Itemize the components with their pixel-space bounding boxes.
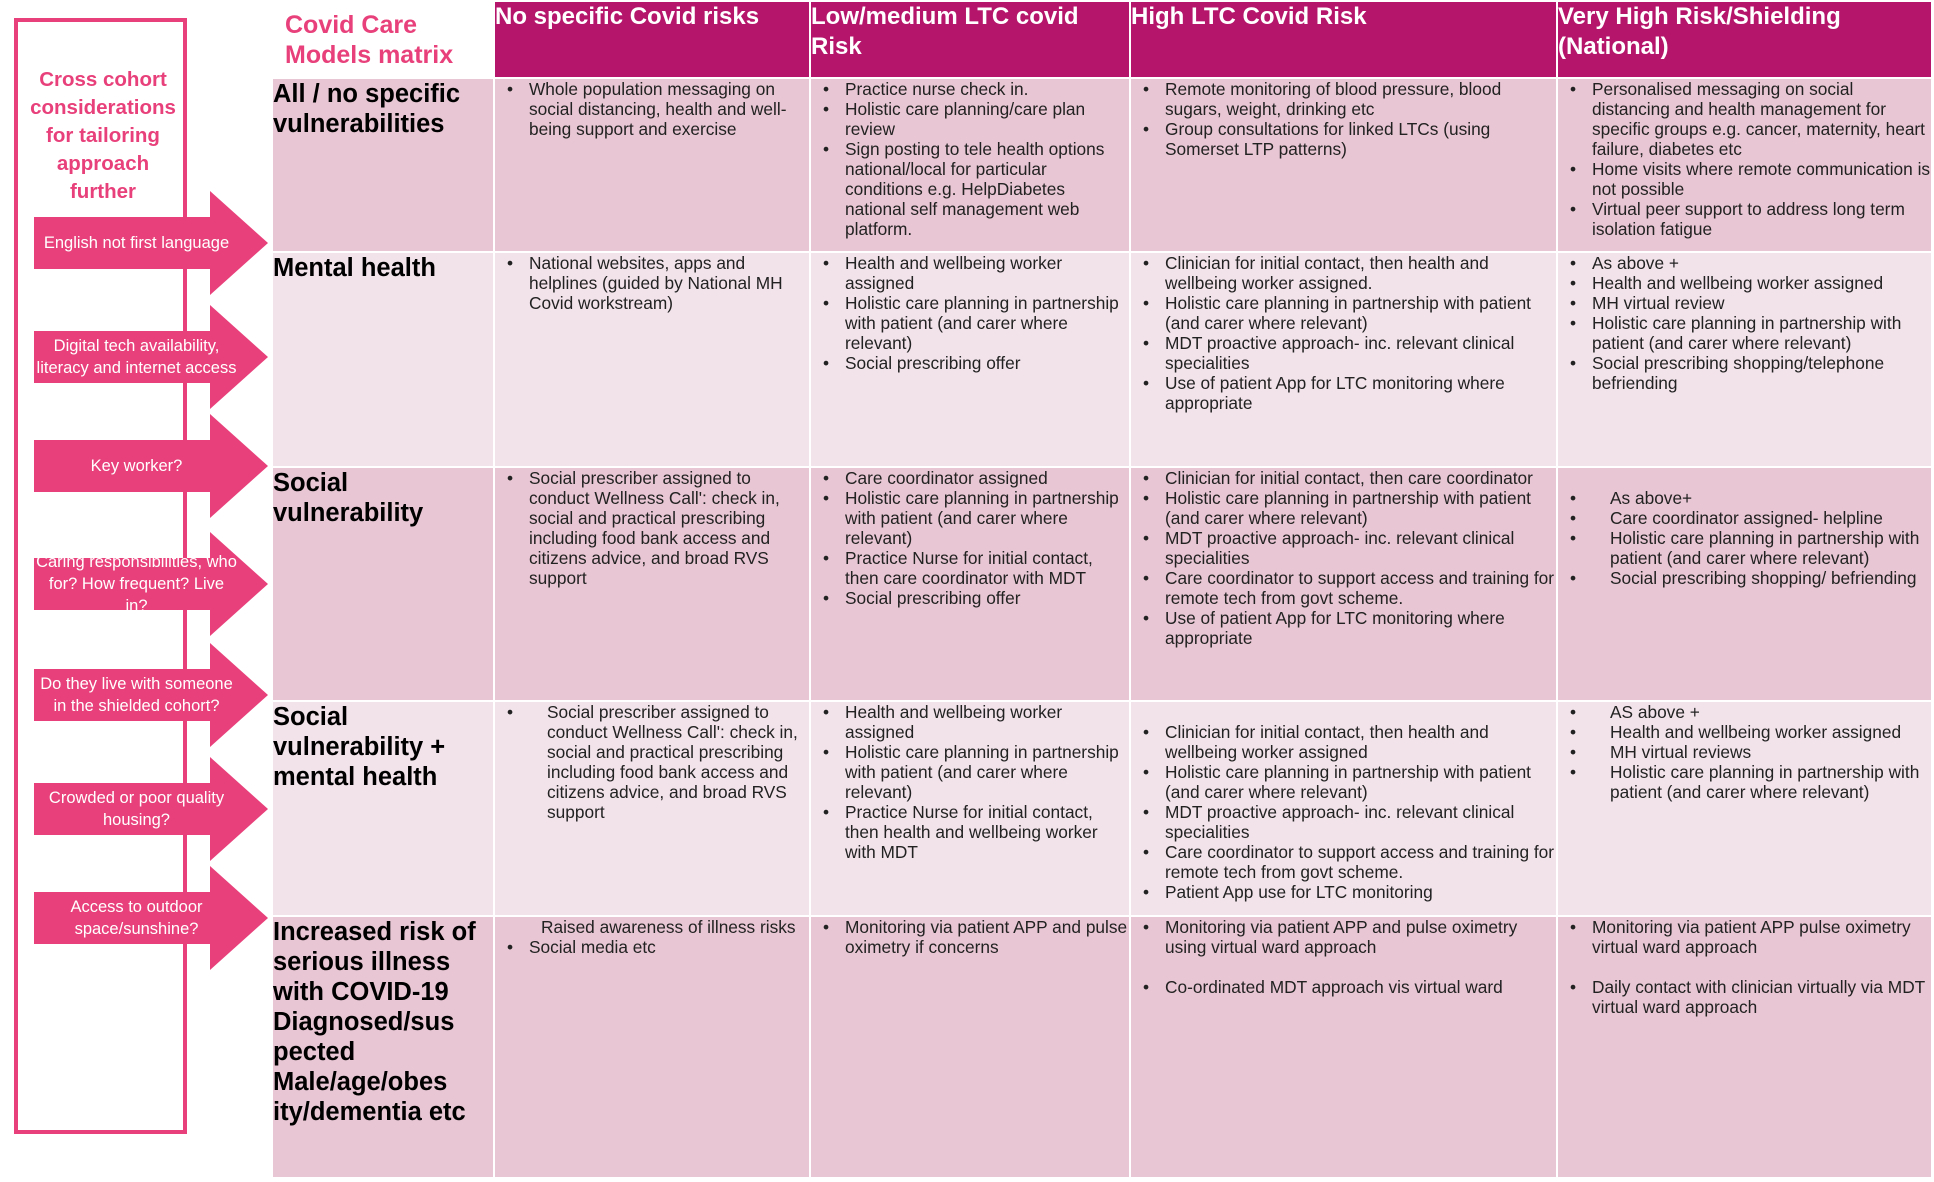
table-cell: [494, 916, 810, 1178]
list-item: • Clinician for initial contact, then care coordinator: [1131, 468, 1556, 488]
list-item: • Care coordinator to support access and training for remote tech from govt scheme.: [1131, 568, 1556, 608]
row-header-social-vulnerability: Social vulnerability: [272, 467, 494, 701]
arrow-label: Access to outdoor space/sunshine?: [70, 898, 203, 938]
arrow-housing: [34, 757, 269, 861]
list-item: • Health and wellbeing worker assigned: [811, 253, 1129, 293]
arrow-label: Digital tech availability, literacy and internet access: [36, 337, 237, 377]
list-item: • MH virtual review: [1558, 293, 1931, 313]
table-cell: [1130, 252, 1557, 467]
list-item: • Clinician for initial contact, then health and wellbeing worker assigned: [1131, 722, 1556, 762]
table-cell: [810, 916, 1130, 1178]
list-item: • Holistic care planning in partnership with patient (and carer where relevant): [811, 488, 1129, 548]
list-item: • As above +: [1558, 253, 1931, 273]
list-item: • Social prescriber assigned to conduct Wellness Call': check in, social and practical prescribing including food bank access and citizens advice, and broad RVS support: [495, 702, 809, 822]
table-cell: [810, 467, 1130, 701]
arrow-label: Do they live with someone in the shielded cohort?: [40, 675, 233, 715]
list-item: • MDT proactive approach- inc. relevant clinical specialities: [1131, 528, 1556, 568]
arrow-label: Caring responsibilities, who for? How frequent? Live in?: [36, 553, 237, 615]
table-cell: [1557, 467, 1932, 701]
table-cell: [1130, 78, 1557, 252]
table-cell: [1130, 467, 1557, 701]
list-item: • Health and wellbeing worker assigned: [1558, 722, 1931, 742]
col-header-high: High LTC Covid Risk: [1130, 1, 1557, 78]
table-cell: [494, 252, 810, 467]
table-cell: [810, 252, 1130, 467]
list-item: • Clinician for initial contact, then health and wellbeing worker assigned.: [1131, 253, 1556, 293]
list-item: • Social prescribing offer: [811, 353, 1129, 373]
list-item: • Holistic care planning in partnership with patient (and carer where relevant): [1131, 762, 1556, 802]
list-item: • Social prescribing shopping/telephone befriending: [1558, 353, 1931, 393]
col-header-very-high: Very High Risk/Shielding (National): [1557, 1, 1932, 78]
list-item: • Care coordinator assigned- helpline: [1558, 508, 1931, 528]
col-header-no-specific: No specific Covid risks: [494, 1, 810, 78]
list-item: • Holistic care planning in partnership with patient (and carer where relevant): [811, 742, 1129, 802]
cross-cohort-title: Cross cohort considerations for tailoring approach further: [30, 68, 176, 203]
list-item: • Sign posting to tele health options national/local for particular conditions e.g. HelpDiabetes national self management web platform.: [811, 139, 1129, 239]
arrow-english-language: [34, 191, 269, 295]
list-item: • Holistic care planning in partnership with patient (and carer where relevant): [1558, 528, 1931, 568]
list-item: • Holistic care planning/care plan review: [811, 99, 1129, 139]
list-item: • Patient App use for LTC monitoring: [1131, 882, 1556, 902]
list-item: • Social prescribing offer: [811, 588, 1129, 608]
row-header-increased-risk: Increased risk of serious illness with COVID-19 Diagnosed/sus pected Male/age/obes ity/dementia etc: [272, 916, 494, 1178]
list-item: • Health and wellbeing worker assigned: [1558, 273, 1931, 293]
table-cell: [494, 467, 810, 701]
list-item: • Holistic care planning in partnership with patient (and carer where relevant): [1558, 762, 1931, 802]
list-item: • Home visits where remote communication is not possible: [1558, 159, 1931, 199]
row-header-mental-health: Mental health: [272, 252, 494, 467]
list-item: • MDT proactive approach- inc. relevant clinical specialities: [1131, 333, 1556, 373]
list-item: • Remote monitoring of blood pressure, blood sugars, weight, drinking etc: [1131, 79, 1556, 119]
list-item: • Group consultations for linked LTCs (using Somerset LTP patterns): [1131, 119, 1556, 159]
list-item: • Whole population messaging on social distancing, health and well-being support and exercise: [495, 79, 809, 139]
table-row: [272, 916, 1932, 1178]
header-row: [272, 1, 1932, 78]
list-item: • Practice Nurse for initial contact, then care coordinator with MDT: [811, 548, 1129, 588]
list-item: • MDT proactive approach- inc. relevant clinical specialities: [1131, 802, 1556, 842]
table-cell: [1130, 701, 1557, 916]
list-item: • Monitoring via patient APP and pulse oximetry using virtual ward approach: [1131, 917, 1556, 957]
arrow-label: English not first language: [43, 234, 230, 252]
list-item: • Use of patient App for LTC monitoring where appropriate: [1131, 608, 1556, 648]
arrow-label: Key worker?: [90, 457, 183, 475]
list-item: • As above+: [1558, 488, 1931, 508]
list-item: • National websites, apps and helplines (guided by National MH Covid workstream): [495, 253, 809, 313]
table-cell: [494, 78, 810, 252]
arrow-outdoor-space: [34, 866, 269, 970]
row-header-all: All / no specific vulnerabilities: [272, 78, 494, 252]
table-row: [272, 78, 1932, 252]
table-cell: [1557, 916, 1932, 1178]
arrow-key-worker: [34, 414, 269, 518]
table-cell: [494, 701, 810, 916]
table-cell: [810, 78, 1130, 252]
table-row: [272, 252, 1932, 467]
list-item: • Monitoring via patient APP and pulse oximetry if concerns: [811, 917, 1129, 957]
table-row: [272, 467, 1932, 701]
list-item: • Co-ordinated MDT approach vis virtual ward: [1131, 977, 1556, 997]
arrow-shielded-cohort: [34, 643, 269, 747]
list-item: • Practice Nurse for initial contact, then health and wellbeing worker with MDT: [811, 802, 1129, 862]
arrow-label: Crowded or poor quality housing?: [48, 789, 225, 829]
list-item: • Monitoring via patient APP pulse oximetry virtual ward approach: [1558, 917, 1931, 957]
list-item: • Daily contact with clinician virtually via MDT virtual ward approach: [1558, 977, 1931, 1017]
list-item: • Social media etc: [495, 937, 809, 957]
list-item: • Holistic care planning in partnership with patient (and carer where relevant): [811, 293, 1129, 353]
list-item: • Health and wellbeing worker assigned: [811, 702, 1129, 742]
col-header-low-medium: Low/medium LTC covid Risk: [810, 1, 1130, 78]
matrix-title: Covid Care Models matrix: [285, 11, 454, 69]
table-row: [272, 701, 1932, 916]
table-cell: [1557, 252, 1932, 467]
arrow-digital-tech: [34, 305, 269, 409]
list-item: • Personalised messaging on social distancing and health management for specific groups e.g. cancer, maternity, heart failure, diabetes etc: [1558, 79, 1931, 159]
table-cell: [1557, 701, 1932, 916]
care-models-matrix: [271, 0, 1933, 1179]
table-cell: [1130, 916, 1557, 1178]
list-item: • Virtual peer support to address long term isolation fatigue: [1558, 199, 1931, 239]
list-item: • Practice nurse check in.: [811, 79, 1129, 99]
list-item: • Social prescribing shopping/ befriending: [1558, 568, 1931, 588]
list-item: • Holistic care planning in partnership with patient (and carer where relevant): [1131, 293, 1556, 333]
list-item: • MH virtual reviews: [1558, 742, 1931, 762]
list-item: • Holistic care planning in partnership with patient (and carer where relevant): [1558, 313, 1931, 353]
list-item: • Use of patient App for LTC monitoring where appropriate: [1131, 373, 1556, 413]
table-cell: [810, 701, 1130, 916]
arrow-caring-responsibilities: [34, 532, 269, 636]
list-item: Raised awareness of illness risks: [541, 917, 796, 937]
list-item: • Social prescriber assigned to conduct Wellness Call': check in, social and practical prescribing including food bank access and citizens advice, and broad RVS support: [495, 468, 809, 588]
row-header-social-mental: Social vulnerability + mental health: [272, 701, 494, 916]
table-cell: [1557, 78, 1932, 252]
list-item: • Care coordinator to support access and training for remote tech from govt scheme.: [1131, 842, 1556, 882]
list-item: • Care coordinator assigned: [811, 468, 1129, 488]
list-item: • AS above +: [1558, 702, 1931, 722]
list-item: • Holistic care planning in partnership with patient (and carer where relevant): [1131, 488, 1556, 528]
